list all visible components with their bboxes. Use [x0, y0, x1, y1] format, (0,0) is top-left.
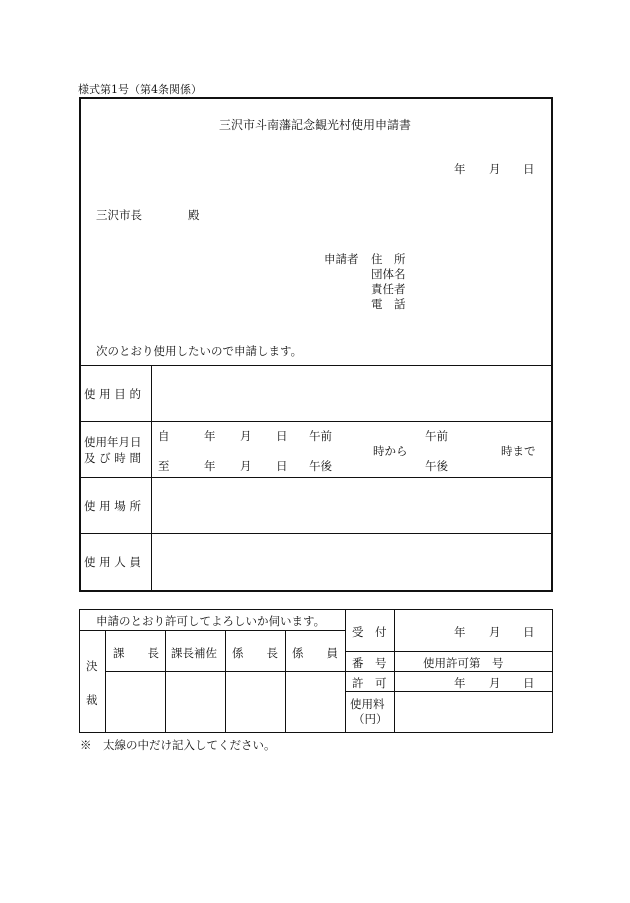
right-row-divider [345, 671, 552, 672]
permit-number[interactable]: 使用許可第 号 [423, 656, 504, 670]
permit-day[interactable]: 日 [523, 676, 535, 690]
decision-col-divider [105, 630, 106, 732]
approval-request-text: 申請のとおり許可してよろしいか伺います。 [96, 614, 326, 628]
request-text: 次のとおり使用したいので申請します。 [96, 344, 303, 358]
label-column-divider [151, 365, 152, 590]
right-row-divider [345, 651, 552, 652]
application-date-day[interactable]: 日 [523, 162, 535, 176]
applicant-organization-field[interactable]: 団体名 [371, 267, 406, 281]
reception-label: 受 付 [352, 625, 387, 639]
fee-label-line2: （円） [353, 712, 388, 726]
permit-month[interactable]: 月 [489, 676, 501, 690]
applicant-label: 申請者 [324, 252, 359, 266]
reception-day[interactable]: 日 [523, 625, 535, 639]
from-day[interactable]: 日 [276, 429, 288, 443]
applicant-manager-field[interactable]: 責任者 [371, 282, 406, 296]
datetime-label-line1: 使用年月日 [84, 435, 142, 449]
role-unit-chief: 係 長 [232, 646, 278, 660]
form-number: 様式第1号（第4条関係） [78, 83, 202, 96]
to-ampm[interactable]: 午後 [309, 459, 332, 473]
from-label: 自 [158, 429, 170, 443]
to-month[interactable]: 月 [240, 459, 252, 473]
end-am[interactable]: 午前 [425, 429, 448, 443]
decision-char-1: 決 [86, 659, 98, 673]
honorific: 殿 [188, 208, 200, 222]
fee-label-line1: 使用料 [350, 697, 385, 711]
purpose-input[interactable] [153, 367, 550, 420]
applicant-address-field[interactable]: 住 所 [371, 252, 406, 266]
reception-year[interactable]: 年 [454, 625, 466, 639]
from-year[interactable]: 年 [204, 429, 216, 443]
role-section-chief: 課 長 [113, 646, 159, 660]
from-ampm[interactable]: 午前 [309, 429, 332, 443]
right-row-divider [345, 691, 552, 692]
to-year[interactable]: 年 [204, 459, 216, 473]
people-input[interactable] [153, 535, 550, 589]
permit-label: 許 可 [352, 676, 387, 690]
application-date-year[interactable]: 年 [454, 162, 466, 176]
footnote: ※ 太線の中だけ記入してください。 [80, 738, 276, 752]
role-staff: 係 員 [292, 646, 338, 660]
role-divider [225, 630, 226, 732]
purpose-label: 使 用 目 的 [84, 387, 141, 401]
end-pm[interactable]: 午後 [425, 459, 448, 473]
role-divider [285, 630, 286, 732]
role-divider [165, 630, 166, 732]
to-day[interactable]: 日 [276, 459, 288, 473]
permit-year[interactable]: 年 [454, 676, 466, 690]
decision-char-2: 裁 [86, 693, 98, 707]
form-title: 三沢市斗南藩記念観光村使用申請書 [219, 118, 412, 132]
from-time-label: 時から [373, 444, 408, 458]
addressee: 三沢市長 [96, 208, 142, 222]
datetime-label-line2: 及 び 時 間 [84, 451, 141, 465]
place-label: 使 用 場 所 [84, 499, 141, 513]
from-month[interactable]: 月 [240, 429, 252, 443]
application-date-month[interactable]: 月 [489, 162, 501, 176]
reception-month[interactable]: 月 [489, 625, 501, 639]
applicant-phone-field[interactable]: 電 話 [371, 297, 406, 311]
to-label: 至 [158, 459, 170, 473]
until-time-label: 時まで [501, 444, 536, 458]
role-deputy-chief: 課長補佐 [171, 646, 217, 660]
approval-row-divider [80, 630, 345, 631]
people-label: 使 用 人 員 [84, 555, 141, 569]
place-input[interactable] [153, 479, 550, 532]
number-label: 番 号 [352, 656, 387, 670]
